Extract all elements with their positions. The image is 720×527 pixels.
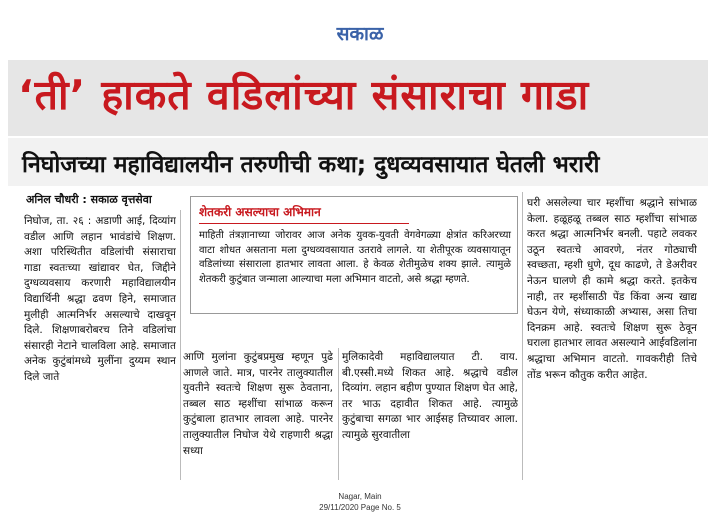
news-clipping [8, 60, 708, 480]
article-column-4: घरी असलेल्या चार म्हशींचा श्रद्धाने सांभाळ केला. हळूहळू तब्बल साठ म्हशींचा सांभाळ करत श्रद्धा आत्मनिर्भर बनली. पहाटे लवकर उठून स्वतःचे आवरणे, नंतर गोठ्याची स्वच्छता, म्हशी धुणे, दूध काढणे, ते डेअरीवर नेऊन घालणे ही कामे श्रद्धा करते. इतकेच नाही, तर म्हशींसाठी पेंड किंवा अन्य खाद्य घेऊन येणे, संध्याकाळी अभ्यास, असा तिचा दिनक्रम आहे. स्वतःचे शिक्षण सुरू ठेवून घराला हातभार लावत असल्याने आईवडिलांना श्रद्धाचा अभिमान वाटतो. गावकरीही तिचे तोंड भरून कौतुक करीत आहेत. [527, 197, 697, 381]
column-divider [522, 192, 523, 480]
page-footer [0, 491, 720, 513]
edition-label: Nagar, Main [338, 492, 382, 501]
subheadline: निघोजच्या महाविद्यालयीन तरुणीची कथा; दुधव्यवसायात घेतली भरारी [22, 152, 600, 178]
date-page-label: 29/11/2020 Page No. 5 [319, 503, 401, 512]
article-column-3: मुलिकादेवी महाविद्यालयात टी. वाय. बी.एस्सी.मध्ये शिकत आहे. श्रद्धाचे वडील दिव्यांग. लहान बहीण पुण्यात शिक्षण घेत आहे, तर भाऊ दहावीत शिकत आहे. त्यामुळे कुटुंबाचा सगळा भार आईसह तिच्यावर आला. त्यामुळे सुरवातीला [342, 351, 518, 441]
column-divider [338, 348, 339, 480]
subhead-band [8, 138, 708, 186]
headline: ‘ती’ हाकते वडिलांच्या संसाराचा गाडा [18, 71, 590, 119]
sidebar-boxout [190, 196, 518, 314]
boxout-title: शेतकरी असल्याचा अभिमान [199, 205, 321, 219]
boxout-text: माहिती तंत्रज्ञानाच्या जोरावर आज अनेक युवक-युवती वेगवेगळ्या क्षेत्रांत करिअरच्या वाटा शोधत असताना मला दुग्धव्यवसायात उतरावे लागले. या शेतीपूरक व्यवसायातून वडिलांच्या संसाराला हातभार लावता आला. हे केवळ शेतीमुळेच शक्य झाले. त्यामुळे शेतकरी कुटुंबात जन्माला आल्याचा मला अभिमान वाटतो, असे श्रद्धा म्हणते. [199, 230, 511, 285]
byline: अनिल चौधरी : सकाळ वृत्तसेवा [26, 193, 152, 206]
boxout-rule [199, 223, 409, 224]
column-divider [180, 210, 181, 480]
newspaper-masthead: सकाळ [336, 23, 384, 45]
article-column-1: निघोज, ता. २६ : अडाणी आई, दिव्यांग वडील आणि लहान भावंडांचे शिक्षण. अशा परिस्थितीत वडिलांची संसाराचा गाडा स्वतःच्या खांद्यावर घेत, जिद्दीने दुग्धव्यवसाय करणारी महाविद्यालयीन विद्यार्थिनी श्रद्धा ढवण हिने, समाजात मुलीही आत्मनिर्भर असल्याचे दाखवून दिले. शिक्षणाबरोबरच तिने वडिलांचा संसारही नेटाने चालविला आहे. समाजात अनेक कुटुंबांमध्ये मुलींना दुय्यम स्थान दिले जाते [24, 215, 176, 383]
article-column-2: आणि मुलांना कुटुंबप्रमुख म्हणून पुढे आणले जाते. मात्र, पारनेर तालुक्यातील युवतीने स्वतःचे शिक्षण सुरू ठेवताना, तब्बल साठ म्हशींचा सांभाळ करून कुटुंबाला हातभार लावला आहे. पारनेर तालुक्यातील निघोज येथे राहणारी श्रद्धा सध्या [183, 351, 333, 457]
headline-band [8, 60, 708, 136]
